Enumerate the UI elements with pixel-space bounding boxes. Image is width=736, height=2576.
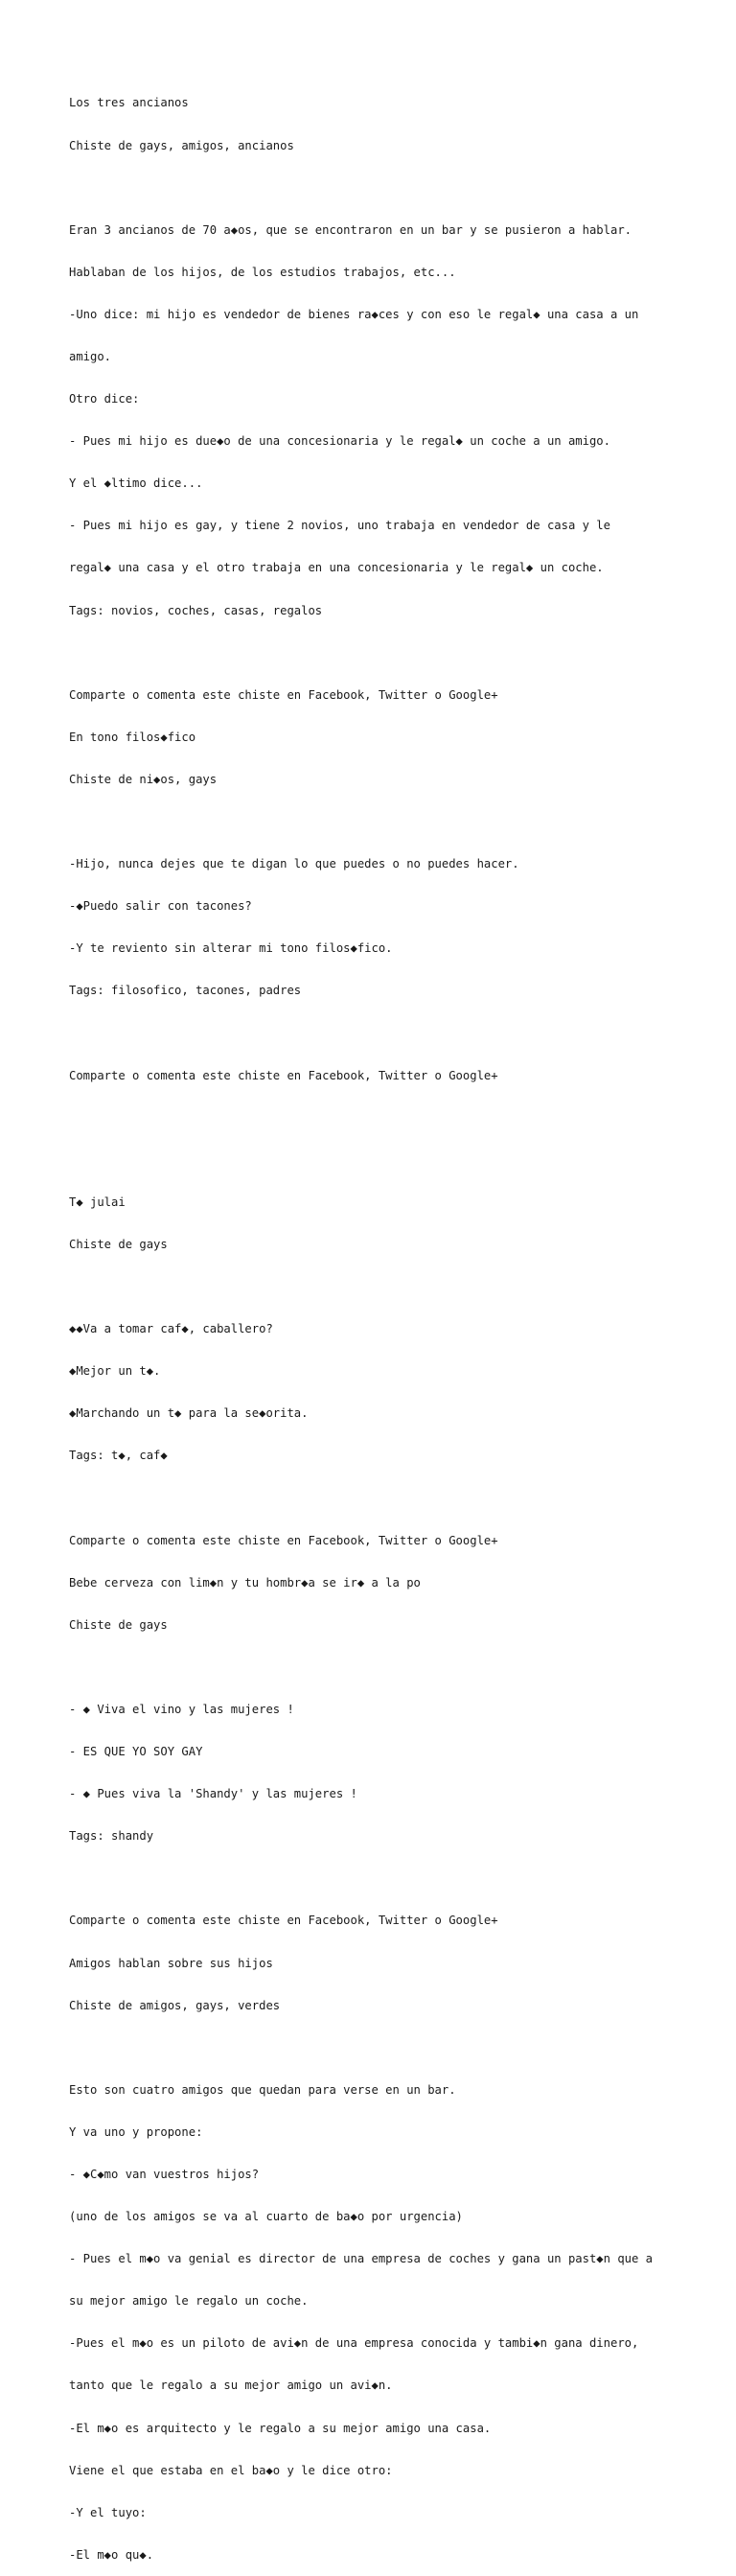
doc-line: - Pues el m◆o va genial es director de una empresa de coches y gana un past◆n que a — [69, 2252, 654, 2266]
doc-line: - ◆C◆mo van vuestros hijos? — [69, 2168, 260, 2181]
doc-line — [69, 815, 721, 829]
doc-line — [69, 646, 721, 661]
doc-line — [69, 1153, 721, 1168]
doc-line: -El m◆o es arquitecto y le regalo a su mejor amigo una casa. — [69, 2421, 492, 2435]
doc-line: -Pues el m◆o es un piloto de avi◆n de una empresa conocida y tambi◆n gana dinero, — [69, 2336, 639, 2351]
doc-line: Comparte o comenta este chiste en Facebook, Twitter o Google+ — [69, 687, 498, 702]
doc-line: tanto que le regalo a su mejor amigo un avi◆n. — [69, 2379, 393, 2393]
doc-line — [69, 1026, 721, 1040]
doc-line: regal◆ una casa y el otro trabaja en una concesionaria y le regal◆ un coche. — [69, 561, 604, 575]
doc-line: Chiste de amigos, gays, verdes — [69, 1998, 281, 2012]
doc-line: - ◆ Viva el vino y las mujeres ! — [69, 1702, 294, 1716]
doc-line: - ◆ Pues viva la 'Shandy' y las mujeres ! — [69, 1787, 357, 1801]
doc-line: ◆◆Va a tomar caf◆, caballero? — [69, 1322, 273, 1336]
doc-line: (uno de los amigos se va al cuarto de ba◆o por urgencia) — [69, 2210, 463, 2224]
doc-line: -Hijo, nunca dejes que te digan lo que puedes o no puedes hacer. — [69, 857, 519, 871]
doc-line: -Y el tuyo: — [69, 2505, 147, 2519]
doc-line: Hablaban de los hijos, de los estudios trabajos, etc... — [69, 265, 456, 279]
doc-line: Y el ◆ltimo dice... — [69, 476, 203, 491]
doc-line: Los tres ancianos — [69, 96, 189, 110]
doc-line — [69, 2041, 721, 2055]
doc-line: Chiste de gays, amigos, ancianos — [69, 138, 294, 152]
doc-line: Esto son cuatro amigos que quedan para verse en un bar. — [69, 2082, 456, 2097]
doc-line: Chiste de gays — [69, 1237, 168, 1251]
doc-line: - Pues mi hijo es due◆o de una concesionaria y le regal◆ un coche a un amigo. — [69, 434, 610, 449]
doc-line: -Uno dice: mi hijo es vendedor de bienes ra◆ces y con eso le regal◆ una casa a un — [69, 307, 639, 321]
doc-line: -Y te reviento sin alterar mi tono filos◆fico. — [69, 941, 393, 956]
document-text — [69, 68, 721, 2576]
doc-line — [69, 1280, 721, 1294]
doc-line: Tags: filosofico, tacones, padres — [69, 984, 302, 998]
doc-line: Viene el que estaba en el ba◆o y le dice otro: — [69, 2463, 393, 2477]
doc-line: Otro dice: — [69, 392, 140, 406]
doc-line — [69, 1111, 721, 1126]
doc-line: - Pues mi hijo es gay, y tiene 2 novios, uno trabaja en vendedor de casa y le — [69, 519, 610, 533]
doc-line: Comparte o comenta este chiste en Facebook, Twitter o Google+ — [69, 1914, 498, 1928]
doc-line: Bebe cerveza con lim◆n y tu hombr◆a se ir◆ a la po — [69, 1575, 421, 1590]
doc-line — [69, 181, 721, 196]
doc-line: Comparte o comenta este chiste en Facebook, Twitter o Google+ — [69, 1533, 498, 1547]
doc-line: - ES QUE YO SOY GAY — [69, 1745, 203, 1759]
doc-line: Comparte o comenta este chiste en Facebook, Twitter o Google+ — [69, 1068, 498, 1082]
doc-line: Tags: t◆, caf◆ — [69, 1449, 168, 1463]
doc-line — [69, 1492, 721, 1506]
doc-line: Chiste de ni◆os, gays — [69, 772, 218, 786]
doc-line: -◆Puedo salir con tacones? — [69, 899, 252, 914]
doc-line: Eran 3 ancianos de 70 a◆os, que se encontraron en un bar y se pusieron a hablar. — [69, 222, 632, 237]
doc-line: ◆Mejor un t◆. — [69, 1364, 161, 1379]
doc-line: -El m◆o qu◆. — [69, 2547, 154, 2562]
doc-line: Amigos hablan sobre sus hijos — [69, 1956, 273, 1970]
doc-line: Y va uno y propone: — [69, 2124, 203, 2139]
doc-line: Tags: novios, coches, casas, regalos — [69, 603, 323, 617]
doc-line: T◆ julai — [69, 1195, 126, 1209]
doc-line: su mejor amigo le regalo un coche. — [69, 2294, 309, 2309]
doc-line: amigo. — [69, 349, 112, 363]
doc-line: En tono filos◆fico — [69, 730, 196, 744]
doc-line: ◆Marchando un t◆ para la se◆orita. — [69, 1406, 309, 1421]
doc-line: Chiste de gays — [69, 1617, 168, 1632]
doc-line — [69, 1871, 721, 1886]
doc-line — [69, 1660, 721, 1675]
doc-line: Tags: shandy — [69, 1829, 154, 1844]
